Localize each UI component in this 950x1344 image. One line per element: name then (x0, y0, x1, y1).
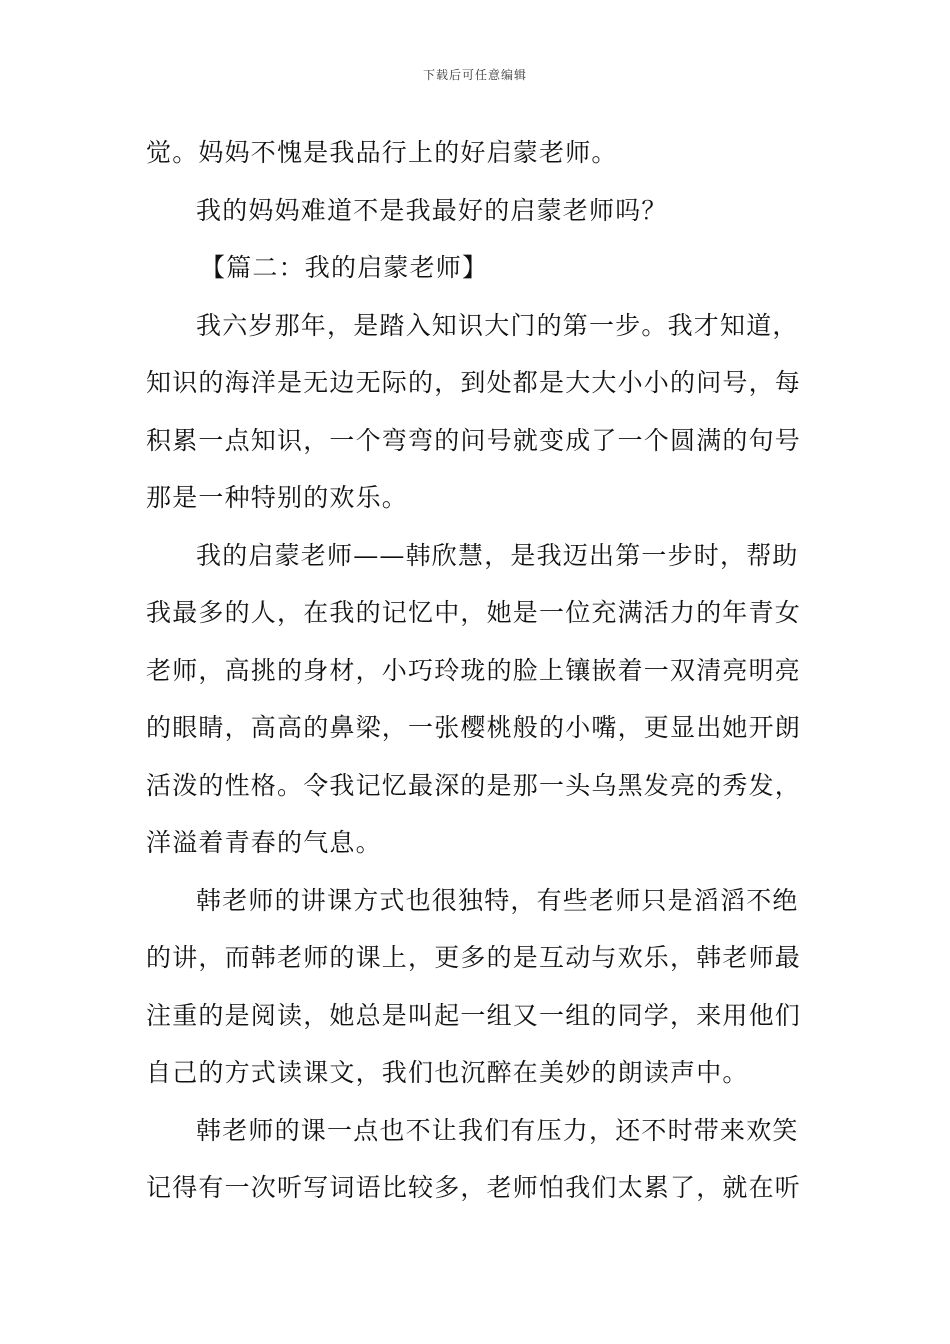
section-heading: 【篇二：我的启蒙老师】 (200, 253, 489, 282)
document-body (146, 124, 806, 1217)
page-header: 下载后可任意编辑 (422, 68, 527, 82)
text-line: 我最多的人，在我的记忆中，她是一位充满活力的年青女 (146, 598, 802, 627)
text-line: 洋溢着青春的气息。 (146, 828, 382, 857)
text-line: 韩老师的讲课方式也很独特，有些老师只是滔滔不绝 (196, 885, 799, 915)
text-line: 我六岁那年，是踏入知识大门的第一步。我才知道， (196, 310, 799, 340)
text-line: 那是一种特别的欢乐。 (146, 483, 409, 512)
text-line: 我的妈妈难道不是我最好的启蒙老师吗？ (196, 195, 668, 225)
text-line: 注重的是阅读，她总是叫起一组又一组的同学，来用他们 (146, 1000, 802, 1030)
text-line: 记得有一次听写词语比较多，老师怕我们太累了，就在听 (146, 1173, 802, 1202)
text-line: 自己的方式读课文，我们也沉醉在美妙的朗读声中。 (146, 1058, 749, 1087)
text-line: 韩老师的课一点也不让我们有压力，还不时带来欢笑 (196, 1115, 799, 1145)
text-line: 觉。妈妈不愧是我品行上的好启蒙老师。 (146, 138, 618, 167)
text-line: 的眼睛，高高的鼻梁，一张樱桃般的小嘴，更显出她开朗 (146, 713, 802, 742)
text-line: 活泼的性格。令我记忆最深的是那一头乌黑发亮的秀发， (146, 770, 802, 800)
text-line: 的讲，而韩老师的课上，更多的是互动与欢乐，韩老师最 (146, 943, 802, 972)
text-line: 知识的海洋是无边无际的，到处都是大大小小的问号，每 (146, 368, 802, 397)
text-line: 积累一点知识，一个弯弯的问号就变成了一个圆满的句号 (146, 425, 802, 455)
text-line: 我的启蒙老师——韩欣慧，是我迈出第一步时，帮助 (196, 540, 799, 570)
text-line: 老师，高挑的身材，小巧玲珑的脸上镶嵌着一双清亮明亮 (146, 655, 802, 685)
